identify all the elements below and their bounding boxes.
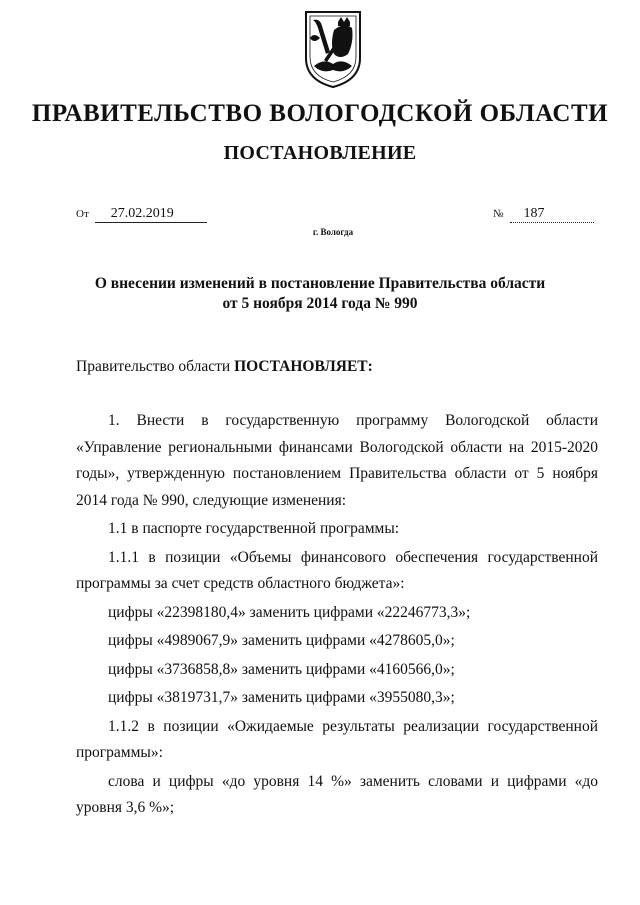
document-number [493, 206, 594, 223]
paragraph-1-1-1: 1.1.1 в позиции «Объемы финансового обеспечения государственной программы за счет средств областного бюджета»: [76, 548, 598, 592]
paragraph-1-1: 1.1 в паспорте государственной программы: [108, 520, 400, 537]
date-label: От [76, 208, 89, 220]
city-label: г. Вологда [312, 227, 354, 237]
replacement-line: цифры «3819731,7» заменить цифрами «3955080,3»; [108, 689, 455, 706]
number-value: 187 [510, 206, 594, 223]
paragraph-1: 1. Внести в государственную программу Вологодской области «Управление региональными финансами Вологодской области на 2015-2020 годы», утвержденную постановлением Правительства области от 5 ноября 2014 года № 990, следующие изменения: [76, 412, 598, 509]
date-value: 27.02.2019 [95, 206, 207, 223]
document-subject [0, 274, 640, 314]
subject-line-1: О внесении изменений в постановление Правительства области [94, 275, 546, 292]
organization-title: ПРАВИТЕЛЬСТВО ВОЛОГОДСКОЙ ОБЛАСТИ [31, 100, 609, 127]
vologda-coat-of-arms-icon [300, 8, 366, 90]
replacement-line: цифры «3736858,8» заменить цифрами «4160566,0»; [108, 660, 455, 678]
document-type-title: ПОСТАНОВЛЕНИЕ [223, 142, 417, 164]
document-body [76, 408, 598, 822]
replacement-line: цифры «22398180,4» заменить цифрами «22246773,3»; [108, 603, 471, 621]
preamble-decree-word: ПОСТАНОВЛЯЕТ: [234, 358, 373, 375]
replacement-line: цифры «4989067,9» заменить цифрами «4278605,0»; [108, 632, 455, 649]
preamble-text: Правительство области [76, 358, 235, 375]
paragraph-1-1-2: 1.1.2 в позиции «Ожидаемые результаты реализации государственной программы»: [76, 717, 598, 761]
preamble [76, 358, 373, 376]
document-date [76, 206, 207, 223]
replacement-line: слова и цифры «до уровня 14 %» заменить словами и цифрами «до уровня 3,6 %»; [76, 772, 598, 816]
subject-line-2: от 5 ноября 2014 года № 990 [222, 295, 418, 312]
number-label: № [493, 208, 504, 220]
